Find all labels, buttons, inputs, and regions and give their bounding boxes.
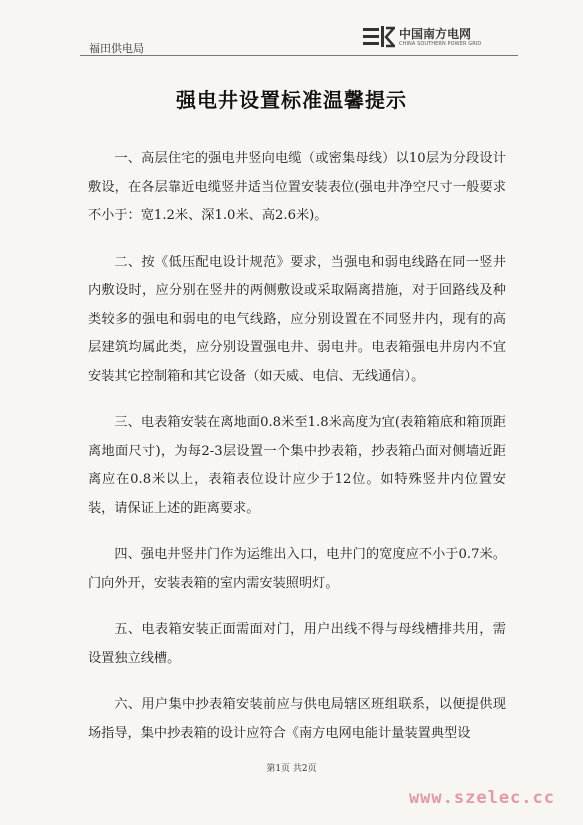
page-number: 第1页 共2页 [266, 764, 317, 774]
csg-logo-icon [363, 26, 395, 48]
paragraph-3: 三、电表箱安装在离地面0.8米至1.8米高度为宜(表箱箱底和箱顶距离地面尺寸)，为每2-3层设置一个集中抄表箱，抄表箱凸面对侧墙近距离应在0.8米以上，表箱表位设计应少于12位。如特殊竖井内位置安装，请保证上述的距离要求。 [88, 415, 506, 516]
document-body [88, 145, 506, 766]
header-divider [80, 55, 518, 56]
company-logo [363, 25, 493, 55]
issuer-name: 福田供电局 [89, 42, 144, 55]
paragraph-1: 一、高层住宅的强电井竖向电缆（或密集母线）以10层为分段设计敷设，在各层靠近电缆竖井适当位置安装表位(强电井净空尺寸一般要求不小于：宽1.2米、深1.0米、高2.6米)。 [88, 151, 506, 223]
paragraph-2: 二、按《低压配电设计规范》要求，当强电和弱电线路在同一竖井内敷设时，应分别在竖井的两侧敷设或采取隔离措施，对于回路线及种类较多的强电和弱电的电气线路，应分别设置在不同竖井内，现有的高层建筑均属此类，应分别设置强电井、弱电井。电表箱强电井房内不宜安装其它控制箱和其它设备（如天威、电信、无线通信）。 [88, 254, 506, 384]
paragraph-4: 四、强电井竖井门作为运维出入口，电井门的宽度应不小于0.7米。门向外开，安装表箱的室内需安装照明灯。 [88, 547, 506, 591]
logo-chinese-text: 中国南方电网 [399, 27, 472, 41]
logo-english-text: CHINA SOUTHERN POWER GRID [399, 41, 482, 47]
paragraph-6: 六、用户集中抄表箱安装前应与供电局辖区班组联系，以便提供现场指导，集中抄表箱的设计应符合《南方电网电能计量装置典型设 [88, 697, 506, 741]
paragraph-5: 五、电表箱安装正面需面对门，用户出线不得与母线槽排共用，需设置独立线槽。 [88, 622, 506, 666]
website-watermark: www.szelec.cc [408, 788, 555, 808]
document-title: 强电井设置标准温馨提示 [176, 88, 407, 112]
